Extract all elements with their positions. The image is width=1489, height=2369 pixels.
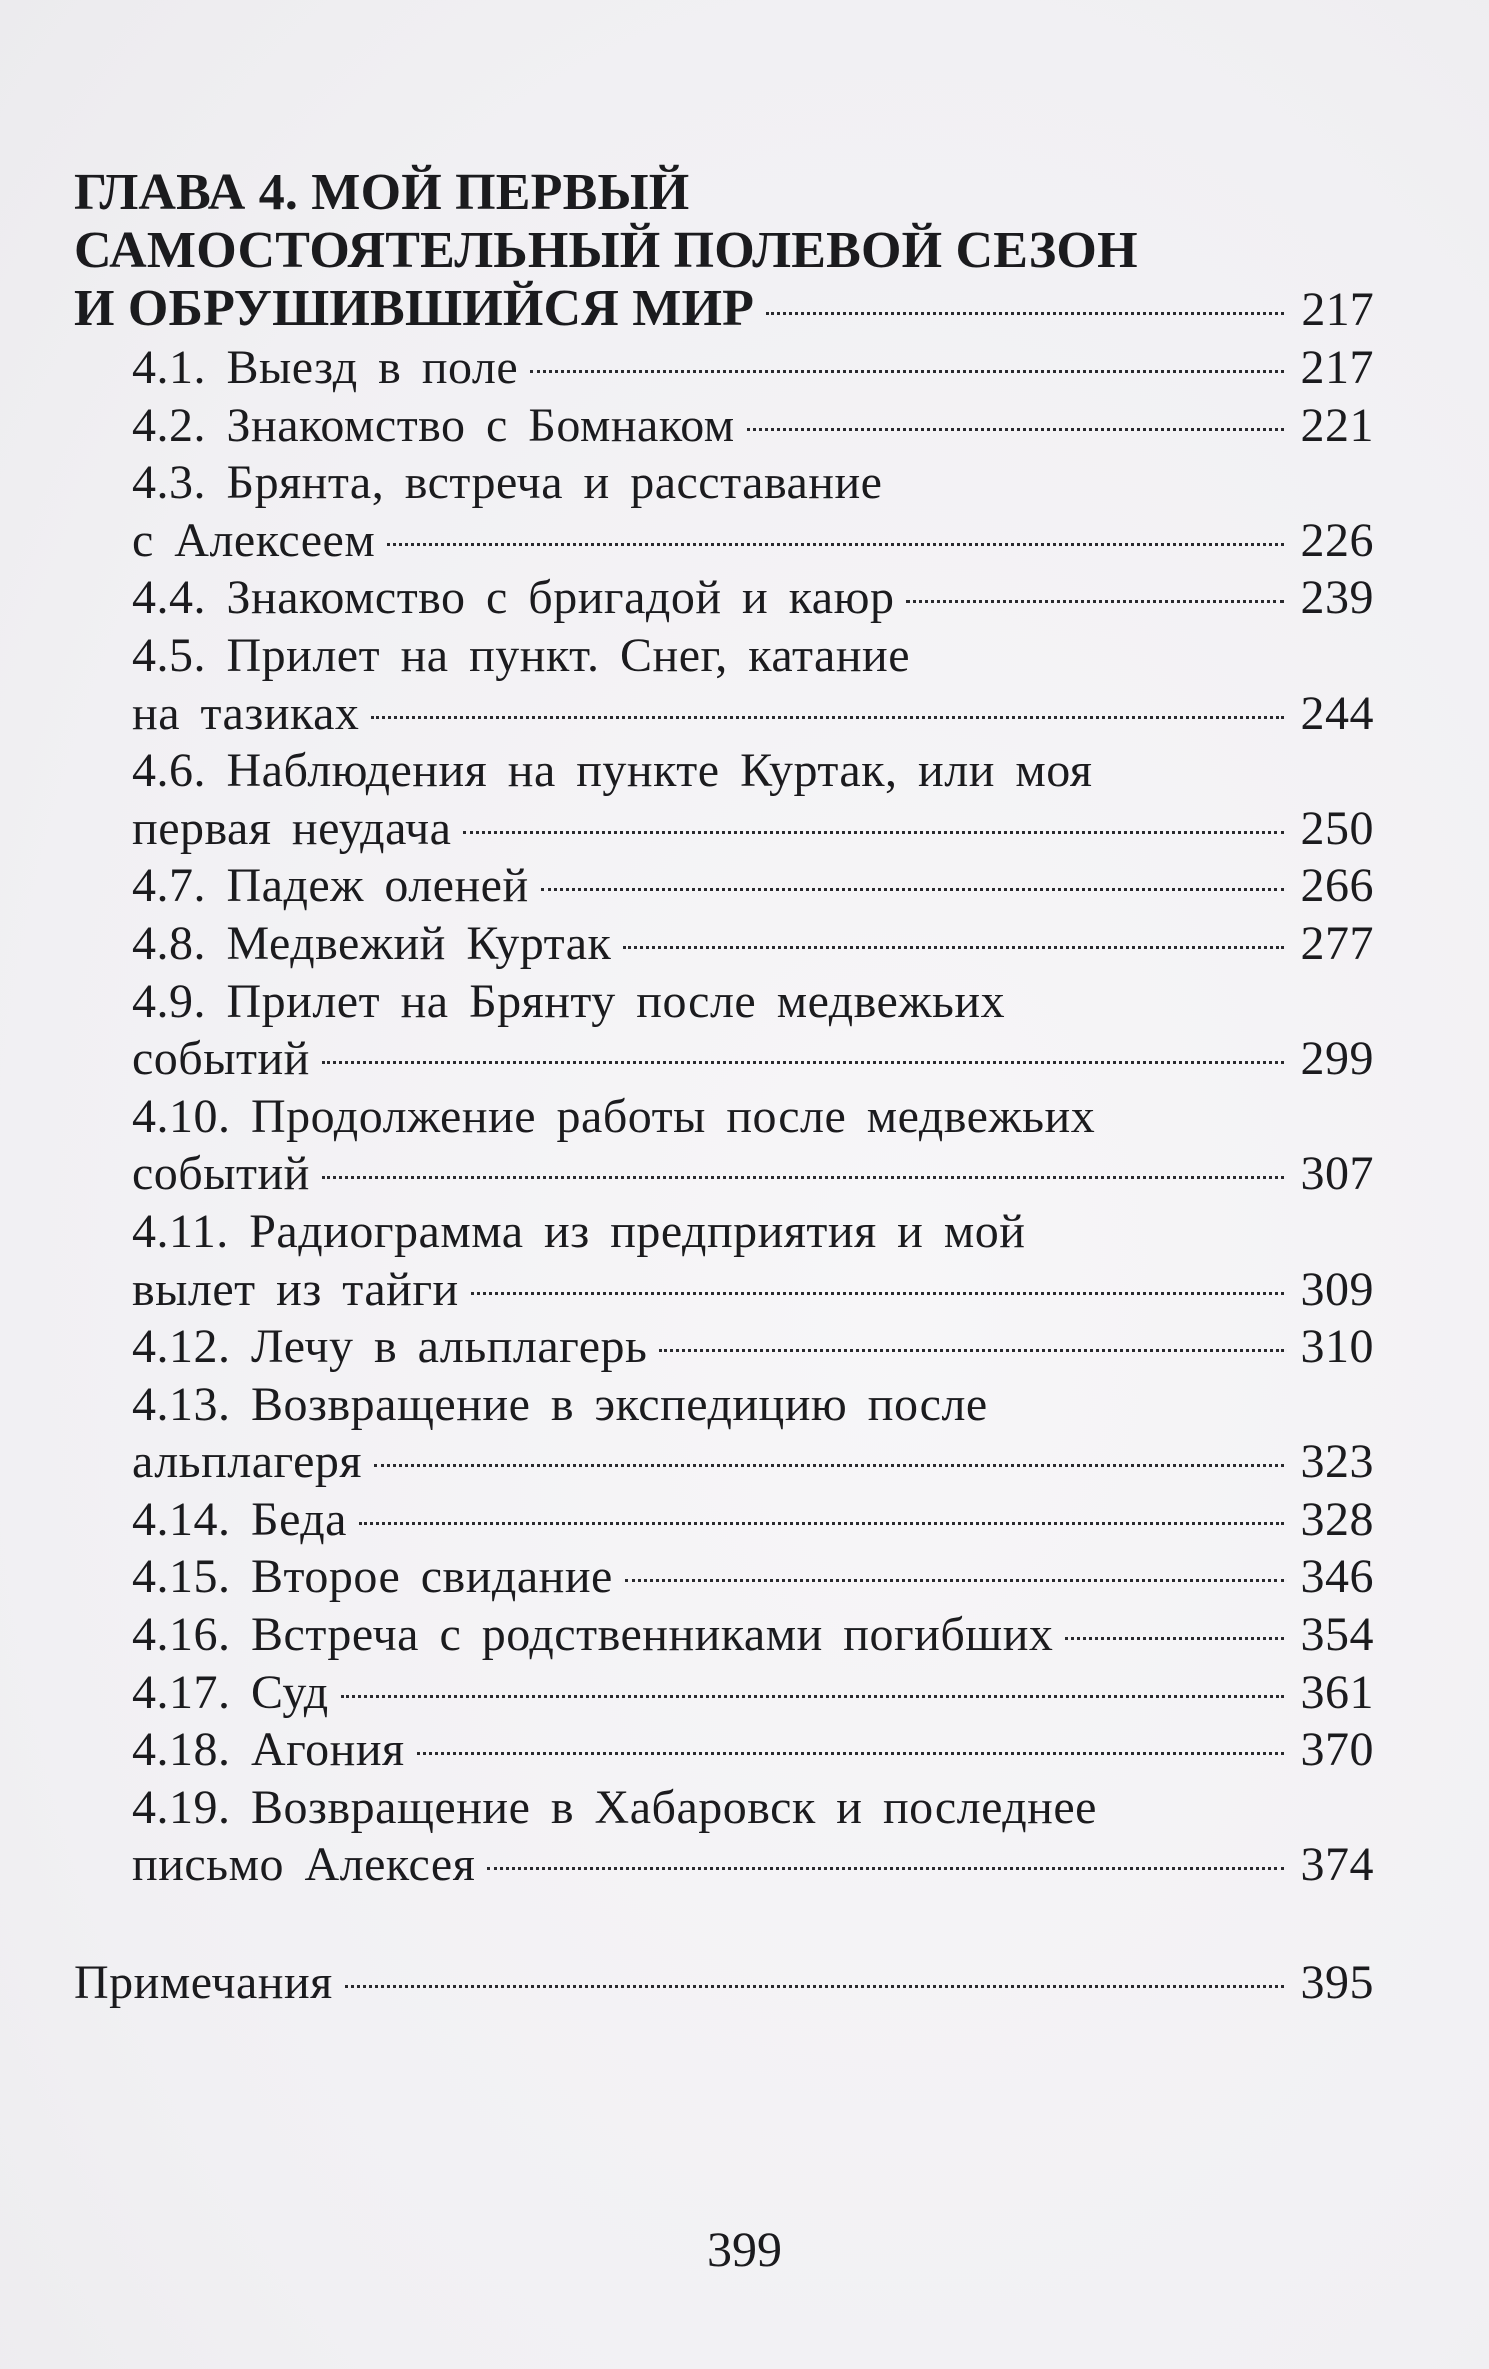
toc-entry xyxy=(132,1376,1374,1491)
toc-entry-row xyxy=(132,1261,1374,1319)
dot-leader xyxy=(471,1292,1284,1295)
toc-entry-row xyxy=(132,1491,1374,1549)
toc-entry-title-line: 4.9. Прилет на Брянту после медвежьих xyxy=(132,974,1006,1028)
toc-entries xyxy=(74,339,1374,1894)
toc-entry-page-number: 323 xyxy=(1300,1435,1374,1489)
toc-entry-title-line: 4.14. Беда xyxy=(132,1492,347,1546)
toc-entry xyxy=(132,569,1374,627)
toc-entry xyxy=(132,742,1374,857)
toc-entry-title-line: 4.6. Наблюдения на пункте Куртак, или моя xyxy=(132,744,1093,798)
toc-entry-row xyxy=(132,685,1374,743)
chapter-heading xyxy=(74,164,1374,339)
dot-leader xyxy=(341,1695,1284,1698)
dot-leader xyxy=(387,543,1284,546)
dot-leader xyxy=(374,1464,1284,1467)
toc-entry-title-line: на тазиках xyxy=(132,686,360,740)
toc-entry-row xyxy=(132,512,1374,570)
toc-entry xyxy=(132,339,1374,397)
notes-page-number: 395 xyxy=(1300,1956,1374,2009)
toc-entry-title-line: событий xyxy=(132,1032,310,1086)
toc-entry xyxy=(132,1548,1374,1606)
toc-entry-page-number: 299 xyxy=(1300,1032,1374,1086)
dot-leader xyxy=(1065,1637,1284,1640)
dot-leader xyxy=(541,888,1284,891)
toc-entry-row xyxy=(132,800,1374,858)
toc-entry-row xyxy=(132,569,1374,627)
toc-entry-page-number: 221 xyxy=(1300,398,1374,452)
dot-leader xyxy=(659,1349,1284,1352)
toc-entry-title-line: альплагеря xyxy=(132,1435,362,1489)
toc-entry-row xyxy=(132,1030,1374,1088)
toc-entry xyxy=(132,915,1374,973)
toc-entry-row xyxy=(132,1606,1374,1664)
toc-entry-title-line: 4.13. Возвращение в экспедицию после xyxy=(132,1377,988,1431)
notes-entry xyxy=(74,1954,1374,2012)
toc-entry-title-line: 4.11. Радиограмма из предприятия и мой xyxy=(132,1204,1026,1258)
toc-entry-title-line: 4.19. Возвращение в Хабаровск и последнее xyxy=(132,1780,1097,1834)
toc-entry-page-number: 370 xyxy=(1300,1723,1374,1777)
toc-entry-title-line: письмо Алексея xyxy=(132,1838,476,1892)
toc-entry xyxy=(132,857,1374,915)
toc-entry-title-line: 4.3. Брянта, встреча и расставание xyxy=(132,456,883,510)
dot-leader xyxy=(747,428,1284,431)
toc-entry-row xyxy=(132,1721,1374,1779)
toc-entry-row xyxy=(132,1145,1374,1203)
toc-entry-page-number: 328 xyxy=(1300,1492,1374,1546)
toc-entry-title-line: 4.16. Встреча с родственниками погибших xyxy=(132,1608,1054,1662)
toc-entry-row xyxy=(132,1548,1374,1606)
toc-entry-title-line: 4.17. Суд xyxy=(132,1665,329,1719)
toc-entry xyxy=(132,1606,1374,1664)
dot-leader xyxy=(359,1522,1284,1525)
toc-entry-row xyxy=(132,1664,1374,1722)
toc-entry xyxy=(132,1088,1374,1203)
toc-entry-row xyxy=(132,857,1374,915)
dot-leader xyxy=(625,1579,1284,1582)
toc-entry-page-number: 374 xyxy=(1300,1838,1374,1892)
toc-entry xyxy=(132,454,1374,569)
toc-entry xyxy=(132,1318,1374,1376)
toc-entry-row xyxy=(132,339,1374,397)
toc-entry-title-line: с Алексеем xyxy=(132,513,376,567)
toc-entry-title-line: 4.5. Прилет на пункт. Снег, катание xyxy=(132,628,910,682)
toc-entry-title-line: 4.2. Знакомство с Бомнаком xyxy=(132,398,735,452)
toc-entry-title-line: 4.15. Второе свидание xyxy=(132,1550,613,1604)
toc-entry-title-line: 4.8. Медвежий Куртак xyxy=(132,916,612,970)
toc-entry-page-number: 361 xyxy=(1300,1665,1374,1719)
toc-entry xyxy=(132,627,1374,742)
toc-entry-page-number: 266 xyxy=(1300,859,1374,913)
toc-entry xyxy=(132,1203,1374,1318)
toc-entry-page-number: 217 xyxy=(1300,341,1374,394)
toc-entry-row xyxy=(132,1318,1374,1376)
toc-entry-title-line: первая неудача xyxy=(132,801,452,855)
dot-leader xyxy=(530,370,1284,373)
toc-entry-page-number: 226 xyxy=(1300,513,1374,567)
chapter-page-number: 217 xyxy=(1301,283,1374,336)
toc-entry xyxy=(132,973,1374,1088)
toc-entry xyxy=(132,1664,1374,1722)
table-of-contents xyxy=(74,164,1374,1894)
toc-entry-row xyxy=(132,1433,1374,1491)
dot-leader xyxy=(487,1867,1284,1870)
notes-label: Примечания xyxy=(74,1956,333,2009)
toc-entry-page-number: 310 xyxy=(1300,1320,1374,1374)
toc-entry-title-line: 4.12. Лечу в альплагерь xyxy=(132,1320,648,1374)
chapter-title-line: ГЛАВА 4. МОЙ ПЕРВЫЙ xyxy=(74,164,690,221)
chapter-title-line: САМОСТОЯТЕЛЬНЫЙ ПОЛЕВОЙ СЕЗОН xyxy=(74,222,1138,279)
dot-leader xyxy=(766,312,1284,315)
toc-entry-title-line: 4.10. Продолжение работы после медвежьих xyxy=(132,1089,1096,1143)
toc-entry-row xyxy=(132,397,1374,455)
dot-leader xyxy=(417,1752,1284,1755)
toc-entry-page-number: 309 xyxy=(1300,1262,1374,1316)
chapter-title-row xyxy=(74,280,1374,339)
toc-entry-row xyxy=(132,1836,1374,1894)
dot-leader xyxy=(322,1061,1284,1064)
toc-entry-title-line: событий xyxy=(132,1147,310,1201)
chapter-title-line: И ОБРУШИВШИЙСЯ МИР xyxy=(74,280,755,337)
dot-leader xyxy=(463,831,1284,834)
toc-entry-page-number: 250 xyxy=(1300,801,1374,855)
toc-entry-title-line: вылет из тайги xyxy=(132,1262,459,1316)
toc-entry xyxy=(132,1779,1374,1894)
toc-entry xyxy=(132,397,1374,455)
toc-entry xyxy=(132,1721,1374,1779)
toc-entry-page-number: 244 xyxy=(1300,686,1374,740)
toc-entry-title-line: 4.7. Падеж оленей xyxy=(132,859,529,913)
page-number: 399 xyxy=(707,2221,782,2277)
toc-entry-title-line: 4.1. Выезд в поле xyxy=(132,341,519,394)
toc-entry-row xyxy=(132,915,1374,973)
dot-leader xyxy=(322,1176,1284,1179)
dot-leader xyxy=(623,946,1284,949)
toc-entry-page-number: 277 xyxy=(1300,916,1374,970)
toc-entry-title-line: 4.4. Знакомство с бригадой и каюр xyxy=(132,571,895,625)
dot-leader xyxy=(371,716,1284,719)
toc-entry-page-number: 239 xyxy=(1300,571,1374,625)
toc-entry-page-number: 346 xyxy=(1300,1550,1374,1604)
dot-leader xyxy=(345,1985,1284,1988)
dot-leader xyxy=(906,600,1284,603)
toc-entry-page-number: 307 xyxy=(1300,1147,1374,1201)
toc-entry-title-line: 4.18. Агония xyxy=(132,1723,405,1777)
toc-entry xyxy=(132,1491,1374,1549)
toc-entry-page-number: 354 xyxy=(1300,1608,1374,1662)
